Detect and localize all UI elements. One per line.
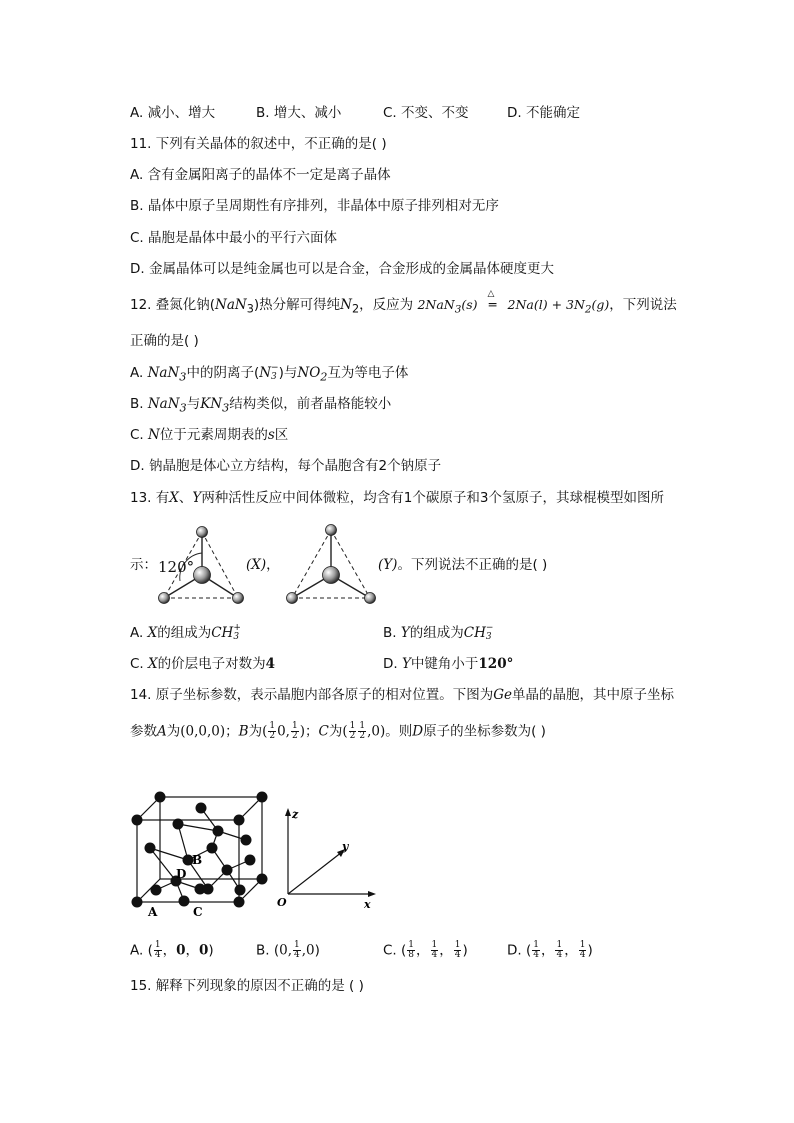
q13-stem: 13. 有X、Y两种活性反应中间体微粒，均含有1个碳原子和3个氢原子，其球棍模型如图所 bbox=[130, 490, 664, 506]
hydrogen-atom bbox=[365, 593, 376, 604]
q13-option-d: D. Y中键角小于120° bbox=[383, 656, 514, 672]
q13-option-c: C. X的价层电子对数为4 bbox=[130, 656, 276, 672]
q12-stem: 12. 叠氮化钠(NaN$_3$)热分解可得纯$N_2$，反应为 2NaN$_3$(s) △ ═ $2Na(l) + 3N_2(g)$，下列说法 bbox=[130, 289, 677, 316]
angle-label: 120° bbox=[158, 558, 195, 576]
axis-z-label: z bbox=[292, 808, 299, 821]
q11-option-a: A. 含有金属阳离子的晶体不一定是离子晶体 bbox=[130, 167, 391, 183]
hydrogen-atom bbox=[326, 525, 337, 536]
axis-origin-label: O bbox=[277, 896, 287, 909]
hydrogen-atom bbox=[233, 593, 244, 604]
q12-stem-cont: 正确的是( ) bbox=[130, 333, 199, 349]
q13-shi: 示： bbox=[130, 557, 157, 573]
q13-y-label-and-question: (Y)。下列说法不正确的是( ) bbox=[378, 557, 548, 573]
q11-option-d: D. 金属晶体可以是纯金属也可以是合金，合金形成的金属晶体硬度更大 bbox=[130, 261, 554, 277]
ge-unit-cell-diagram bbox=[126, 786, 386, 920]
q11-option-b: B. 晶体中原子呈周期性有序排列，非晶体中原子排列相对无序 bbox=[130, 198, 499, 214]
dashed-bond bbox=[292, 530, 331, 598]
molecule-y-diagram bbox=[280, 518, 380, 608]
heat-arrow: △ ═ bbox=[487, 289, 497, 312]
atom-label-b: B bbox=[192, 853, 203, 867]
hydrogen-atom bbox=[159, 593, 170, 604]
atom-label-a: A bbox=[148, 905, 158, 919]
coordinate-axes bbox=[285, 808, 376, 897]
q11-stem: 11. 下列有关晶体的叙述中，不正确的是( ) bbox=[130, 136, 387, 152]
hydrogen-atom bbox=[197, 527, 208, 538]
molecule-x-diagram bbox=[150, 520, 250, 608]
q10-option-b: B. 增大、减小 bbox=[256, 105, 342, 121]
q10-option-c: C. 不变、不变 bbox=[383, 105, 469, 121]
q12-option-a: A. NaN$_3$中的阴离子(N − 3 )与$NO_2$互为等电子体 bbox=[130, 363, 409, 384]
q11-option-c: C. 晶胞是晶体中最小的平行六面体 bbox=[130, 230, 338, 246]
atoms bbox=[132, 792, 268, 908]
q10-option-a: A. 减小、增大 bbox=[130, 105, 216, 121]
carbon-atom bbox=[323, 567, 340, 584]
carbon-atom bbox=[194, 567, 211, 584]
q13-option-b: B. Y的组成为CH − 3 bbox=[383, 623, 494, 642]
q12-option-b: B. NaN$_3$与$KN_3$结构类似，前者晶格能较小 bbox=[130, 396, 392, 415]
q14-option-a: A. ( $\frac{1}{4}$ ，0，0) bbox=[130, 940, 214, 960]
atom-label-d: D bbox=[176, 867, 187, 881]
q13-option-a: A. X的组成为CH + 3 bbox=[130, 623, 241, 642]
q14-option-d: D. ( $\frac{1}{4}$ ， $\frac{1}{4}$ ， $\frac{1}{4}$ ) bbox=[507, 940, 593, 960]
q12-equation: 2NaN$_3$(s) △ ═ $2Na(l) + 3N_2(g)$ bbox=[417, 289, 610, 316]
q10-option-d: D. 不能确定 bbox=[507, 105, 580, 121]
q12-option-d: D. 钠晶胞是体心立方结构，每个晶胞含有2个钠原子 bbox=[130, 458, 442, 474]
axis-y-label: y bbox=[342, 840, 349, 853]
atom-label-c: C bbox=[193, 905, 203, 919]
q12-option-c: C. N位于元素周期表的s区 bbox=[130, 427, 289, 443]
dashed-bond bbox=[202, 532, 238, 598]
hydrogen-atom bbox=[287, 593, 298, 604]
q14-option-c: C. ( $\frac{1}{8}$ ， $\frac{1}{4}$ ， $\frac{1}{4}$ ) bbox=[383, 940, 468, 960]
q14-option-b: B. (0, $\frac{1}{4}$ ,0) bbox=[256, 940, 320, 960]
q14-stem: 14. 原子坐标参数，表示晶胞内部各原子的相对位置。下图为Ge单晶的晶胞，其中原子坐标 bbox=[130, 687, 675, 703]
axis-x-label: x bbox=[364, 898, 371, 911]
q14-stem-coords: 参数A为(0,0,0)；B为( $\frac{1}{2}$ 0, $\frac{1}{2}$ )；C为( $\frac{1}{2}$ $\frac{1}{2}$ ,0)。则D原子的坐标参数为( ) bbox=[130, 721, 546, 741]
q15-stem: 15. 解释下列现象的原因不正确的是 ( ) bbox=[130, 978, 364, 994]
dashed-bond bbox=[331, 530, 370, 598]
q13-x-label: (X)， bbox=[246, 557, 280, 573]
